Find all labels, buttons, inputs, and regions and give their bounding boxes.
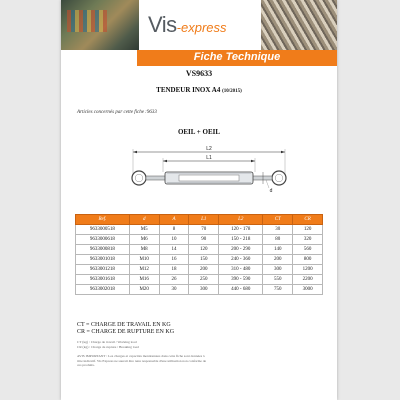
table-row (76, 265, 323, 275)
left-eye-inner (135, 174, 143, 182)
cell-ct: 550 (263, 275, 293, 285)
cell-ref: 9633001618 (76, 275, 130, 285)
table-row (76, 275, 323, 285)
column-header-a: A (159, 215, 189, 225)
column-header-ct: CT (263, 215, 293, 225)
cell-cr: 2200 (293, 275, 323, 285)
table-row (76, 285, 323, 295)
cell-cr: 3000 (293, 285, 323, 295)
left-threaded-rod (146, 176, 166, 180)
cell-l2: 240 - 360 (219, 255, 263, 265)
fine-print-line-1: CT (kg) : Charge de travail / Working load (77, 340, 137, 344)
cell-l1: 120 (189, 245, 219, 255)
cell-d: M12 (129, 265, 159, 275)
table-header-row (76, 215, 323, 225)
cell-d: M6 (129, 235, 159, 245)
cell-cr: 320 (293, 235, 323, 245)
cell-l2: 120 - 178 (219, 225, 263, 235)
column-header-l2: L2 (219, 215, 263, 225)
cell-l1: 300 (189, 285, 219, 295)
product-reference: VS9633 (185, 69, 213, 78)
cell-a: 30 (159, 285, 189, 295)
cell-d: M20 (129, 285, 159, 295)
disclaimer-text: AVIS IMPORTANT : Les charges et capacités mentionnées dans cette fiche sont données à titre indicatif. Vis Express ne saurait être tenu responsable d'une utilisation non conforme de ces produits. (77, 354, 207, 367)
cell-l2: 440 - 680 (219, 285, 263, 295)
cell-ref: 9633000818 (76, 245, 130, 255)
l1-left-arrow (163, 160, 167, 162)
cell-l2: 150 - 218 (219, 235, 263, 245)
cell-cr: 1200 (293, 265, 323, 275)
d-leader-line (266, 180, 269, 188)
cell-a: 14 (159, 245, 189, 255)
right-threaded-rod (252, 176, 272, 180)
technical-sheet-page (61, 0, 337, 400)
cell-a: 26 (159, 275, 189, 285)
column-header-l1: L1 (189, 215, 219, 225)
cell-l2: 200 - 290 (219, 245, 263, 255)
cell-d: M5 (129, 225, 159, 235)
column-header-d: d (129, 215, 159, 225)
fine-print-line-2: CR (kg) : Charge de rupture / Breaking load (77, 344, 139, 349)
l2-label: L2 (206, 146, 212, 152)
cell-ref: 9633002018 (76, 285, 130, 295)
cell-ct: 80 (263, 235, 293, 245)
table-row (76, 245, 323, 255)
column-header-ref: Ref. (76, 215, 130, 225)
fine-print (77, 340, 139, 349)
cell-cr: 560 (293, 245, 323, 255)
ribbon-title: Fiche Technique (193, 51, 281, 63)
specifications-table (75, 214, 323, 295)
cell-ct: 300 (263, 265, 293, 275)
cell-ref: 9633000618 (76, 235, 130, 245)
cell-d: M8 (129, 245, 159, 255)
cell-d: M16 (129, 275, 159, 285)
body-slot (179, 175, 239, 181)
cell-ct: 140 (263, 245, 293, 255)
cell-a: 18 (159, 265, 189, 275)
cell-a: 16 (159, 255, 189, 265)
cell-ct: 750 (263, 285, 293, 295)
cell-l2: 310 - 480 (219, 265, 263, 275)
title-ribbon (137, 50, 337, 66)
cell-ref: 9633001218 (76, 265, 130, 275)
right-eye-inner (275, 174, 283, 182)
cell-cr: 120 (293, 225, 323, 235)
product-date: (10/2015) (222, 89, 242, 94)
table-row (76, 225, 323, 235)
cell-l2: 390 - 590 (219, 275, 263, 285)
cell-ct: 30 (263, 225, 293, 235)
header-banner (61, 0, 337, 50)
cell-a: 10 (159, 235, 189, 245)
product-name: TENDEUR INOX A4 (156, 86, 221, 94)
l2-left-arrow (133, 151, 137, 153)
cell-a: 8 (159, 225, 189, 235)
load-legend (77, 322, 174, 336)
cell-d: M10 (129, 255, 159, 265)
logo-suffix-text: -express (176, 20, 227, 35)
cell-l1: 250 (189, 275, 219, 285)
cell-l1: 150 (189, 255, 219, 265)
cell-l1: 70 (189, 225, 219, 235)
d-label: d (269, 188, 273, 194)
logo-main-text: Vis (148, 12, 177, 37)
l1-label: L1 (206, 155, 212, 161)
concerned-articles-note: Articles concernés par cette fiche :9633 (77, 110, 157, 115)
column-header-cr: CR (293, 215, 323, 225)
ct-legend: CT = CHARGE DE TRAVAIL EN KG (77, 322, 171, 328)
product-title (61, 86, 337, 94)
cell-ct: 200 (263, 255, 293, 265)
cell-cr: 800 (293, 255, 323, 265)
l1-right-arrow (251, 160, 255, 162)
header-photo-right (261, 0, 337, 50)
drawing-title: OEIL + OEIL (177, 128, 221, 136)
table-row (76, 255, 323, 265)
header-photo-left (61, 0, 139, 50)
vis-express-logo (148, 12, 227, 38)
table-row (76, 235, 323, 245)
turnbuckle-drawing (119, 142, 299, 202)
cell-l1: 90 (189, 235, 219, 245)
l2-right-arrow (281, 151, 285, 153)
cell-ref: 9633001018 (76, 255, 130, 265)
cr-legend: CR = CHARGE DE RUPTURE EN KG (77, 329, 175, 335)
cell-l1: 200 (189, 265, 219, 275)
cell-ref: 9633000518 (76, 225, 130, 235)
